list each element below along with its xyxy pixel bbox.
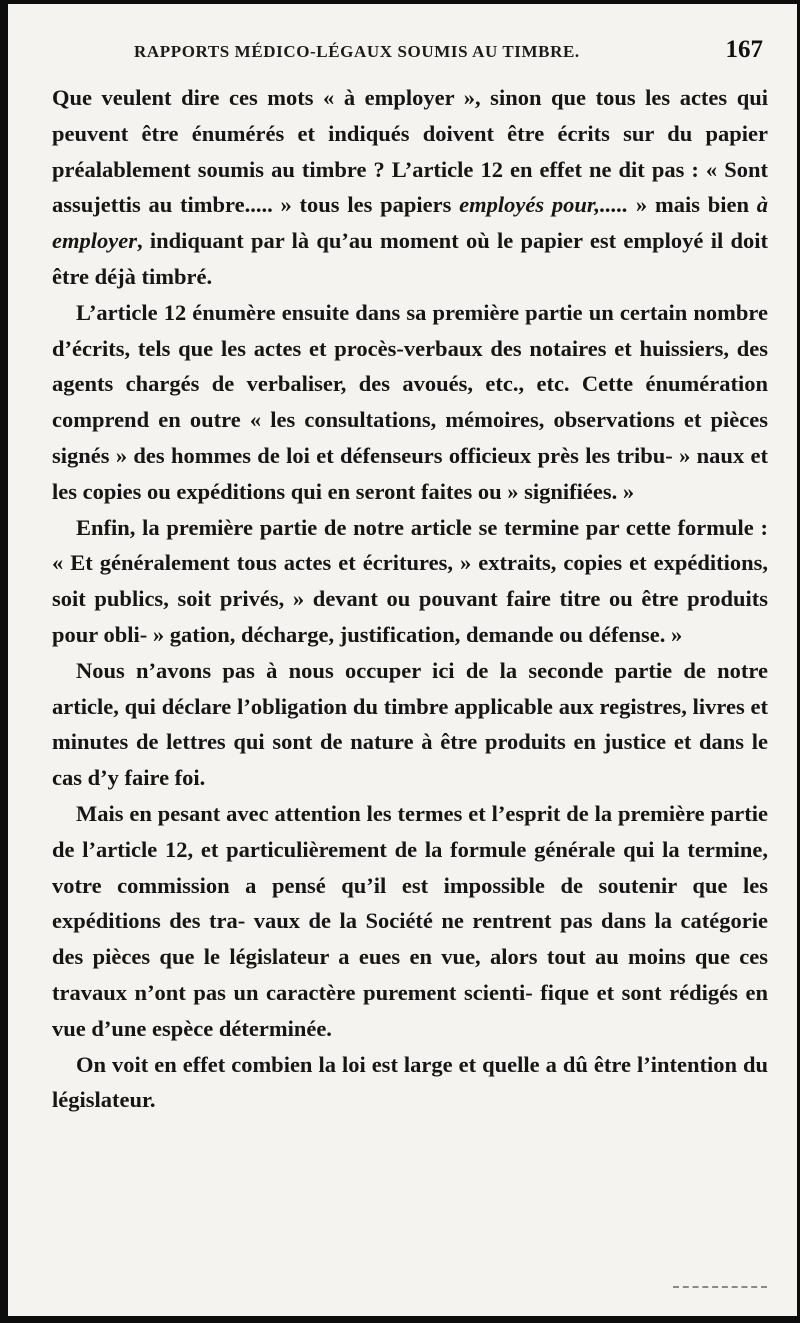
paragraph-4: Nous n’avons pas à nous occuper ici de la seconde partie de notre article, qui déclare l’obligation du timbre applicable aux registres, livres et minutes de lettres qui sont de nature à être produits en justice et dans le cas d’y faire foi. (52, 657, 768, 791)
footnote-rule (673, 1286, 767, 1288)
paragraph-3: Enfin, la première partie de notre article se termine par cette formule : « Et généralement tous actes et écritures, » extraits, copies et expéditions, soit publics, soit privés, » devant ou pouvant faire titre ou être produits pour obli- » gation, décharge, justification, demande ou défense. » (52, 514, 768, 647)
page-number: 167 (725, 36, 763, 63)
paragraph-5: Mais en pesant avec attention les termes et l’esprit de la première partie de l’article 12, et particulièrement de la formule générale qui la termine, votre commission a pensé qu’il est impossible de soutenir que les expéditions des tra- vaux de la Société ne rentrent pas dans la catégorie des pièces que le législateur a eues en vue, alors tout au moins que ces travaux n’ont pas un caractère purement scienti- fique et sont rédigés en vue d’une espèce déterminée. (52, 800, 768, 1041)
paragraph-1-italic-1: employés pour,..... (459, 192, 629, 218)
running-head: RAPPORTS MÉDICO-LÉGAUX SOUMIS AU TIMBRE. (134, 42, 580, 61)
paragraph-1 (52, 80, 768, 295)
paragraph-1-italic-2: à employer (52, 192, 769, 254)
paragraph-1-part-a: Que veulent dire ces mots « à employer », sinon que tous les actes qui peuvent être énumérés et indiqués doivent être écrits sur du papier préalablement soumis au timbre ? L’article 12 en effet ne dit pas : « Sont assujettis au timbre..... » tous les papiers (52, 85, 768, 218)
paragraph-6: On voit en effet combien la loi est large et quelle a dû être l’intention du législateur. (52, 1051, 768, 1113)
book-page (8, 4, 797, 1316)
paragraph-2: L’article 12 énumère ensuite dans sa première partie un certain nombre d’écrits, tels que les actes et procès-verbaux des notaires et huissiers, des agents chargés de verbaliser, des avoués, etc., etc. Cette énumération comprend en outre « les consultations, mémoires, observations et pièces signés » des hommes de loi et défenseurs officieux près les tribu- » naux et les copies ou expéditions qui en seront faites ou » signifiées. » (52, 299, 768, 504)
page-header (48, 36, 763, 66)
body-text (52, 80, 768, 1118)
paragraph-1-part-c: , indiquant par là qu’au moment où le papier est employé il doit être déjà timbré. (52, 228, 768, 289)
paragraph-1-part-b: » mais bien (628, 192, 757, 218)
